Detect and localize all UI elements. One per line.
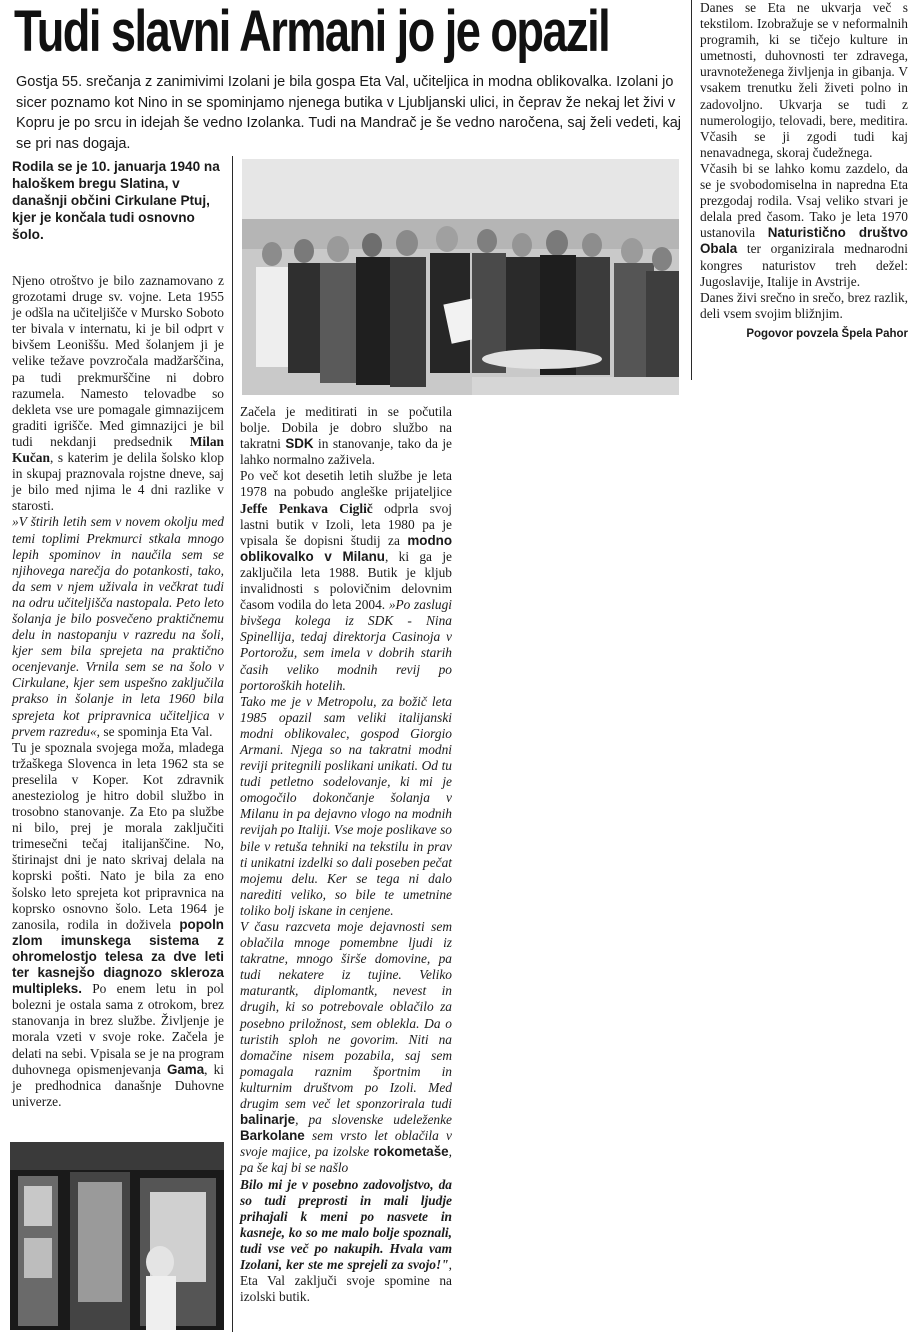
lead-paragraph: Gostja 55. srečanja z zanimivimi Izolani je bila gospa Eta Val, učiteljica in modna oblikovalka. Izolani jo sicer poznamo kot Nino in se spominjamo njenega butika v Ljubljanski ulici, in čeprav že nekaj let živi v Kopru je po srcu in idejah še vedno Izolanka. Tudi na Mandrač je še vedno naročena, saj želi vedeti, kaj se pri nas dogaja. bbox=[16, 74, 681, 152]
bold-highlight: Barkolane bbox=[240, 1128, 305, 1144]
bold-highlight: Naturistično društvo Obala bbox=[700, 225, 908, 257]
paragraph: Danes se Eta ne ukvarja več s tekstilom. Izobražuje se v neformalnih programih, ki se tičejo kulture in umetnosti, duhovnosti ter zdravega, uravnoteženega življenja in gibanja. V vsakem trenutku želi živeti polno in zadovoljno. Ukvarja se tudi z numerologijo, telovadi, bere, meditira. Včasih se ji zgodi tudi kaj nenavadnega, skoraj čudežnega. bbox=[700, 0, 908, 160]
headline: Tudi slavni Armani jo je opazil bbox=[14, 0, 610, 64]
text: , ki ga je zaključila leta 1988. Butik je kljub invalidnosti s polovičnim delovnim časom vodila do leta 2004. bbox=[240, 548, 452, 613]
bold-highlight: balinarje bbox=[240, 1112, 296, 1128]
text: Začela je meditirati in se počutila bolje. Dobila je dobro službo na takratni bbox=[240, 404, 452, 452]
text: Po več kot desetih letih službe je leta 1978 na pobudo angleške prijateljice bbox=[240, 468, 452, 500]
name-highlight: Jeffe Penkava Ciglič bbox=[240, 500, 373, 516]
quote-paragraph: Tako me je v Metropolu, za božič leta 1985 opazil sam veliki italijanski modni oblikovalec, gospod Giorgio Armani. Njega so na takratni modni reviji pritegnili poslikani unikati. Od tu tudi petletno sodelovanje, ki mi je omogočilo dokončanje šolanja v Milanu in pa dejavno vlogo na modnih revijah po Italiji. Vse moje poslikave so bile v retuša tehniki na tekstilu in prav ti unikatni izdelki so dali poseben pečat mojemu delu. Ker se tega ni dalo narediti veliko, so bile te umetnine toliko bolj iskane in cenjene. bbox=[240, 693, 452, 918]
paragraph bbox=[12, 740, 224, 1110]
paragraph bbox=[240, 468, 452, 693]
boutique-photo bbox=[10, 1142, 224, 1330]
paragraph bbox=[240, 404, 452, 468]
column-rule bbox=[691, 0, 692, 380]
text: Tu je spoznala svojega moža, mladega tržaškega Slovenca in leta 1962 sta se preselila v Koper. Kot zdravnik anesteziolog je hitro dobil službo in trosobno stanovanje. Za Eto pa službe ni bilo, prej je morala zaključiti trimesečni tečaj italijanščine. No, štirinajst dni je nato skrivaj delala na koprski pošti. Nato je bila za eno šolsko leto sprejeta kot pripravnica na koprsko osnovno šolo. Leta 1964 je zanosila, rodila in doživela bbox=[12, 739, 224, 932]
bold-highlight: Gama bbox=[166, 1061, 205, 1077]
text: Včasih bi se lahko komu zazdelo, da se je svobodomiselna in napredna Eta prezgodaj rodila. Vsaj veliko stvari je delala pred časom. Tako je leta 1970 ustanovila bbox=[700, 160, 908, 241]
intro-paragraph: Rodila se je 10. januarja 1940 na haloškem bregu Slatina, v današnji občini Cirkulane Ptuj, kjer je končala tudi osnovno šolo. bbox=[12, 159, 220, 242]
text: , ki je predhodnica današnje Duhovne univerze. bbox=[12, 1061, 224, 1109]
text: , Eta Val zaključi svoje spomine na izolski butik. bbox=[240, 1256, 452, 1305]
text: Njeno otroštvo je bilo zaznamovano z grozotami druge sv. vojne. Leta 1955 je odšla na učiteljišče v Mursko Soboto ter bivala v internatu, ki je bil odprt v bivšem Leoniššu. Med šolanjem ji je velike težave povzročala madžarščina, pa tudi prekmurščine ni dobro razumela. Namesto telovadbe so dekleta vse ure pomagale gimnazijcem graditi igrišče. Med gimnazijci je bil tudi nekdanji predsednik bbox=[12, 273, 224, 449]
quote: »Po zaslugi bivšega kolega iz SDK - Nina Spinellija, tedaj direktorja Casinoja v Portorožu, sem imela v dobrih starih časih veliko modnih revij po portoroških hotelih. bbox=[240, 597, 452, 693]
bold-highlight: rokometaše bbox=[373, 1144, 449, 1160]
quote: sem vrsto let oblačila v svoje majice, pa izolske bbox=[240, 1128, 452, 1160]
text: Po enem letu in pol bolezni je ostala sama z otrokom, brez stanovanja in brez službe. Življenje je morala vzeti v svoje roke. Začela je delati na sebi. Vpisala se je na program duhovnega opismenjevanja bbox=[12, 981, 224, 1077]
byline: Pogovor povzela Špela Pahor bbox=[746, 327, 908, 340]
paragraph bbox=[700, 161, 908, 290]
text: ter organizirala mednarodni kongres naturistov treh dežel: Jugoslavije, Italije in Avstrije. bbox=[700, 241, 908, 289]
column-2 bbox=[240, 404, 452, 1305]
group-photo bbox=[242, 159, 679, 395]
text: in stanovanje, tako da je lahko normalno zaživela. bbox=[240, 436, 452, 468]
bold-highlight: modno oblikovalko v Milanu bbox=[240, 532, 452, 564]
quote-paragraph bbox=[240, 919, 452, 1177]
column-1 bbox=[12, 158, 224, 1110]
quote-paragraph bbox=[12, 514, 224, 739]
text: , s katerim je delila šolsko klop in skupaj praznovala rojstne dneve, saj je bilo med njima le 4 dni razlike v starosti. bbox=[12, 450, 224, 514]
quote: »V štirih letih sem v novem okolju med temi toplimi Prekmurci stkala mnogo lepih spominov in naučila sem se njihovega narečja do potankosti, tako, da sem v njem uživala in večkrat tudi na odru učiteljišča nastopala. Peto leto šolanja je bilo posvečeno praktičnemu delu in nastopanju v razredu na šoli, kjer sem bila sprejeta na praktično ocenjevanje. Vrnila sem se na šolo v Cirkulane, kjer sem uspešno zaključila prakso in šolanje in leta 1960 bila sprejeta kot pripravnica učiteljica v prvem razredu« bbox=[12, 514, 224, 739]
bold-highlight: SDK bbox=[285, 436, 314, 452]
column-3 bbox=[700, 0, 908, 342]
paragraph bbox=[12, 273, 224, 514]
column-rule bbox=[232, 156, 233, 1332]
name-highlight: Milan Kučan bbox=[12, 433, 224, 466]
quote-paragraph bbox=[240, 1177, 452, 1306]
bold-highlight: popoln zlom imunskega sistema z ohromelostjo telesa za dve leti ter kasnejšo diagnozo skleroza multipleks. bbox=[12, 916, 224, 997]
text: odprla svoj lastni butik v Izoli, leta 1980 pa je vpisala še dopisni študij za bbox=[240, 500, 452, 548]
paragraph: Danes živi srečno in srečo, brez razlik, deli vsem svojim bližnjim. bbox=[700, 289, 908, 321]
quote: , pa slovenske udeleženke bbox=[295, 1112, 452, 1128]
quote: , pa še kaj bi se našlo bbox=[240, 1144, 452, 1176]
bold-quote: Bilo mi je v posebno zadovoljstvo, da so tudi preprosti in mali ljudje prihajali k meni po nasvete in kasneje, ko so me malo bolje spoznali, tudi vse več po nakupih. Hvala vam Izolani, ker ste me sprejeli za svojo!" bbox=[240, 1176, 452, 1272]
quote: V času razcveta moje dejavnosti sem oblačila mnoge pomembne ljudi iz takratne, mnogo širše domovine, pa tudi nekatere iz tujine. Veliko maturantk, diplomantk, nevest in drugih, ki so potrebovale oblačilo za posebno priložnost, sem oblekla. Da o turistih sploh ne govorim. Niti na domačine nisem pozabila, saj sem pomagala raznim športnim in kulturnim društvom po Izoli. Med drugim sem več let sponzorirala tudi bbox=[240, 919, 452, 1112]
text: , se spominja Eta Val. bbox=[96, 723, 213, 739]
